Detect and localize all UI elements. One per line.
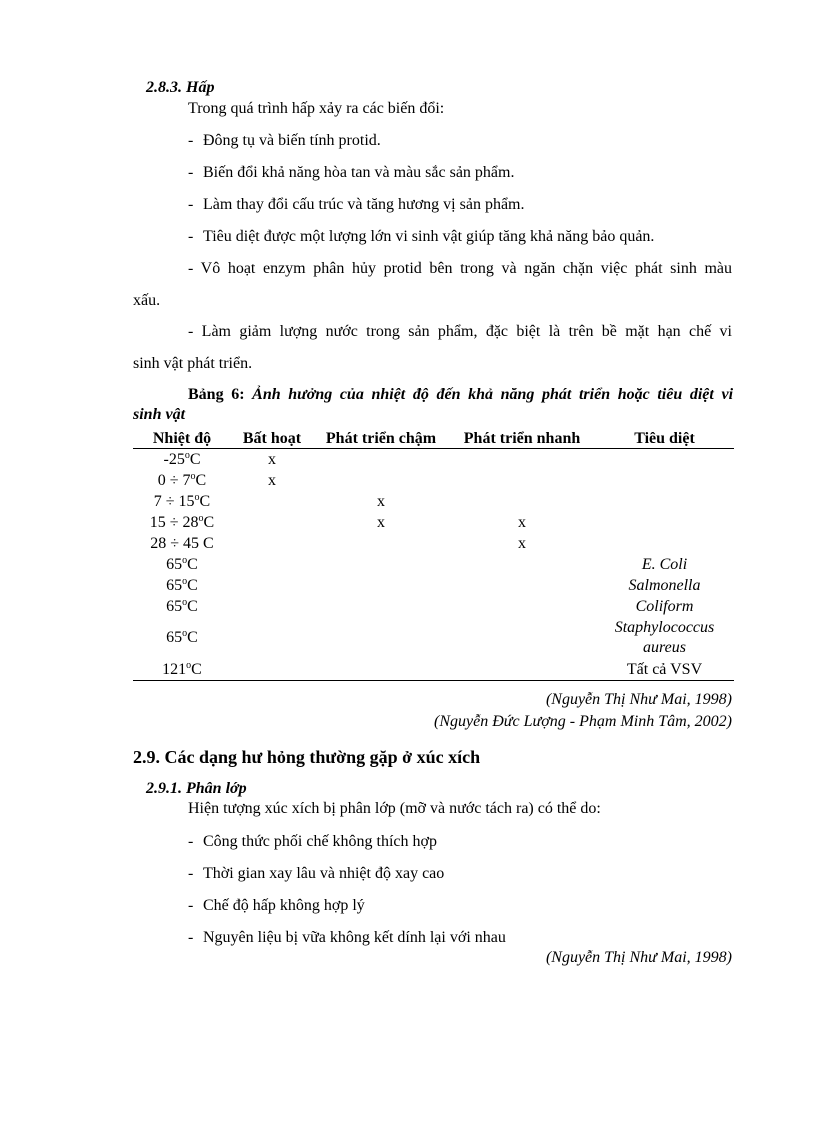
table-source: (Nguyễn Đức Lượng - Phạm Minh Tâm, 2002) (434, 713, 732, 730)
table-row (133, 470, 734, 491)
cell-kill (595, 449, 734, 471)
cell-inactive (231, 554, 313, 575)
cell-slow (313, 533, 449, 554)
cell-fast (449, 659, 595, 681)
cell-inactive (231, 575, 313, 596)
table-row (133, 617, 734, 659)
cell-slow (313, 470, 449, 491)
cell-inactive (231, 617, 313, 659)
temperature-table (133, 429, 734, 681)
cell-temperature: 65$^o$C (166, 597, 198, 615)
cell-kill: Coliform (635, 598, 694, 615)
cell-fast (449, 470, 595, 491)
cell-kill: Staphylococcus aureus (614, 619, 715, 656)
cell-fast (449, 575, 595, 596)
cell-slow (313, 659, 449, 681)
section-2-9-1-intro: Hiện tượng xúc xích bị phân lớp (mỡ và nước tách ra) có thể do: (188, 800, 601, 817)
table-row (133, 512, 734, 533)
header-temperature: Nhiệt độ (133, 429, 231, 449)
table-row (133, 575, 734, 596)
cell-inactive (231, 659, 313, 681)
cell-temperature: $15 \div 28^oC$ (149, 513, 215, 531)
cell-kill (595, 491, 734, 512)
table-caption: Bảng 6: Ảnh hưởng của nhiệt độ đến khả năng phát triển hoặc tiêu diệt vi (188, 386, 734, 403)
cell-slow: x (377, 514, 385, 531)
cell-fast (449, 491, 595, 512)
header-fast-growth: Phát triển nhanh (449, 429, 595, 449)
list-item-long-line2: sinh vật phát triển. (133, 355, 253, 372)
header-slow-growth: Phát triển chậm (313, 429, 449, 449)
cell-inactive: x (268, 451, 276, 468)
cell-kill (595, 512, 734, 533)
cell-inactive: x (268, 472, 276, 489)
cell-inactive (231, 491, 313, 512)
list-item: - Tiêu diệt được một lượng lớn vi sinh vật giúp tăng khả năng bảo quản. (188, 228, 655, 245)
cell-inactive (231, 596, 313, 617)
cell-temperature: 65$^o$C (166, 628, 198, 646)
cell-temperature: -25$^o$C (163, 450, 201, 468)
table-row (133, 533, 734, 554)
header-inactive: Bất hoạt (231, 429, 313, 449)
cell-fast: x (518, 535, 526, 552)
cell-temperature: 28 ÷ 45 C (150, 535, 214, 552)
list-item: - Thời gian xay lâu và nhiệt độ xay cao (188, 865, 445, 882)
cell-kill (595, 533, 734, 554)
section-2-9-1-heading: 2.9.1. Phân lớp (146, 780, 247, 797)
list-item-long-line2: xấu. (133, 292, 161, 309)
cell-temperature: $7 \div 15^oC$ (153, 492, 211, 510)
cell-kill: Tất cả VSV (595, 659, 734, 681)
cell-kill (595, 470, 734, 491)
list-item: - Đông tụ và biến tính protid. (188, 132, 381, 149)
cell-slow: x (377, 493, 385, 510)
section-2-8-3-heading: 2.8.3. Hấp (146, 79, 215, 96)
table-row (133, 659, 734, 681)
cell-slow (313, 449, 449, 471)
cell-temperature: $0 \div 7^oC$ (157, 471, 207, 489)
table-row (133, 449, 734, 471)
cell-slow (313, 617, 449, 659)
cell-slow (313, 554, 449, 575)
cell-fast (449, 596, 595, 617)
section-source: (Nguyễn Thị Như Mai, 1998) (545, 949, 732, 966)
header-kill: Tiêu diệt (595, 429, 734, 449)
cell-temperature: 121$^o$C (133, 659, 231, 681)
table-caption-line2: sinh vật (133, 406, 186, 423)
cell-fast: x (518, 514, 526, 531)
list-item: - Làm thay đổi cấu trúc và tăng hương vị sản phẩm. (188, 196, 525, 213)
list-item-long-line1: - Vô hoạt enzym phân hủy protid bên trong và ngăn chặn việc phát sinh màu (188, 260, 732, 277)
table-row (133, 596, 734, 617)
cell-inactive (231, 533, 313, 554)
table-row (133, 491, 734, 512)
section-2-8-3-intro: Trong quá trình hấp xảy ra các biến đổi: (188, 100, 445, 117)
list-item: - Biến đổi khả năng hòa tan và màu sắc sản phẩm. (188, 164, 515, 181)
cell-kill: Salmonella (628, 577, 701, 594)
cell-slow (313, 575, 449, 596)
list-item: - Công thức phối chế không thích hợp (188, 833, 437, 850)
table-source: (Nguyễn Thị Như Mai, 1998) (545, 691, 732, 708)
section-2-9-heading: 2.9. Các dạng hư hỏng thường gặp ở xúc xích (133, 747, 481, 767)
list-item: - Chế độ hấp không hợp lý (188, 897, 365, 914)
cell-fast (449, 449, 595, 471)
cell-fast (449, 617, 595, 659)
cell-slow (313, 596, 449, 617)
cell-inactive (231, 512, 313, 533)
cell-fast (449, 554, 595, 575)
table-row (133, 554, 734, 575)
cell-temperature: 65$^o$C (166, 555, 198, 573)
list-item-long-line1: - Làm giảm lượng nước trong sản phẩm, đặc biệt là trên bề mặt hạn chế vi (188, 323, 732, 340)
cell-kill: E. Coli (641, 556, 688, 573)
table-header-row (133, 429, 734, 449)
cell-temperature: 65$^o$C (166, 576, 198, 594)
list-item: - Nguyên liệu bị vữa không kết dính lại với nhau (188, 929, 506, 946)
